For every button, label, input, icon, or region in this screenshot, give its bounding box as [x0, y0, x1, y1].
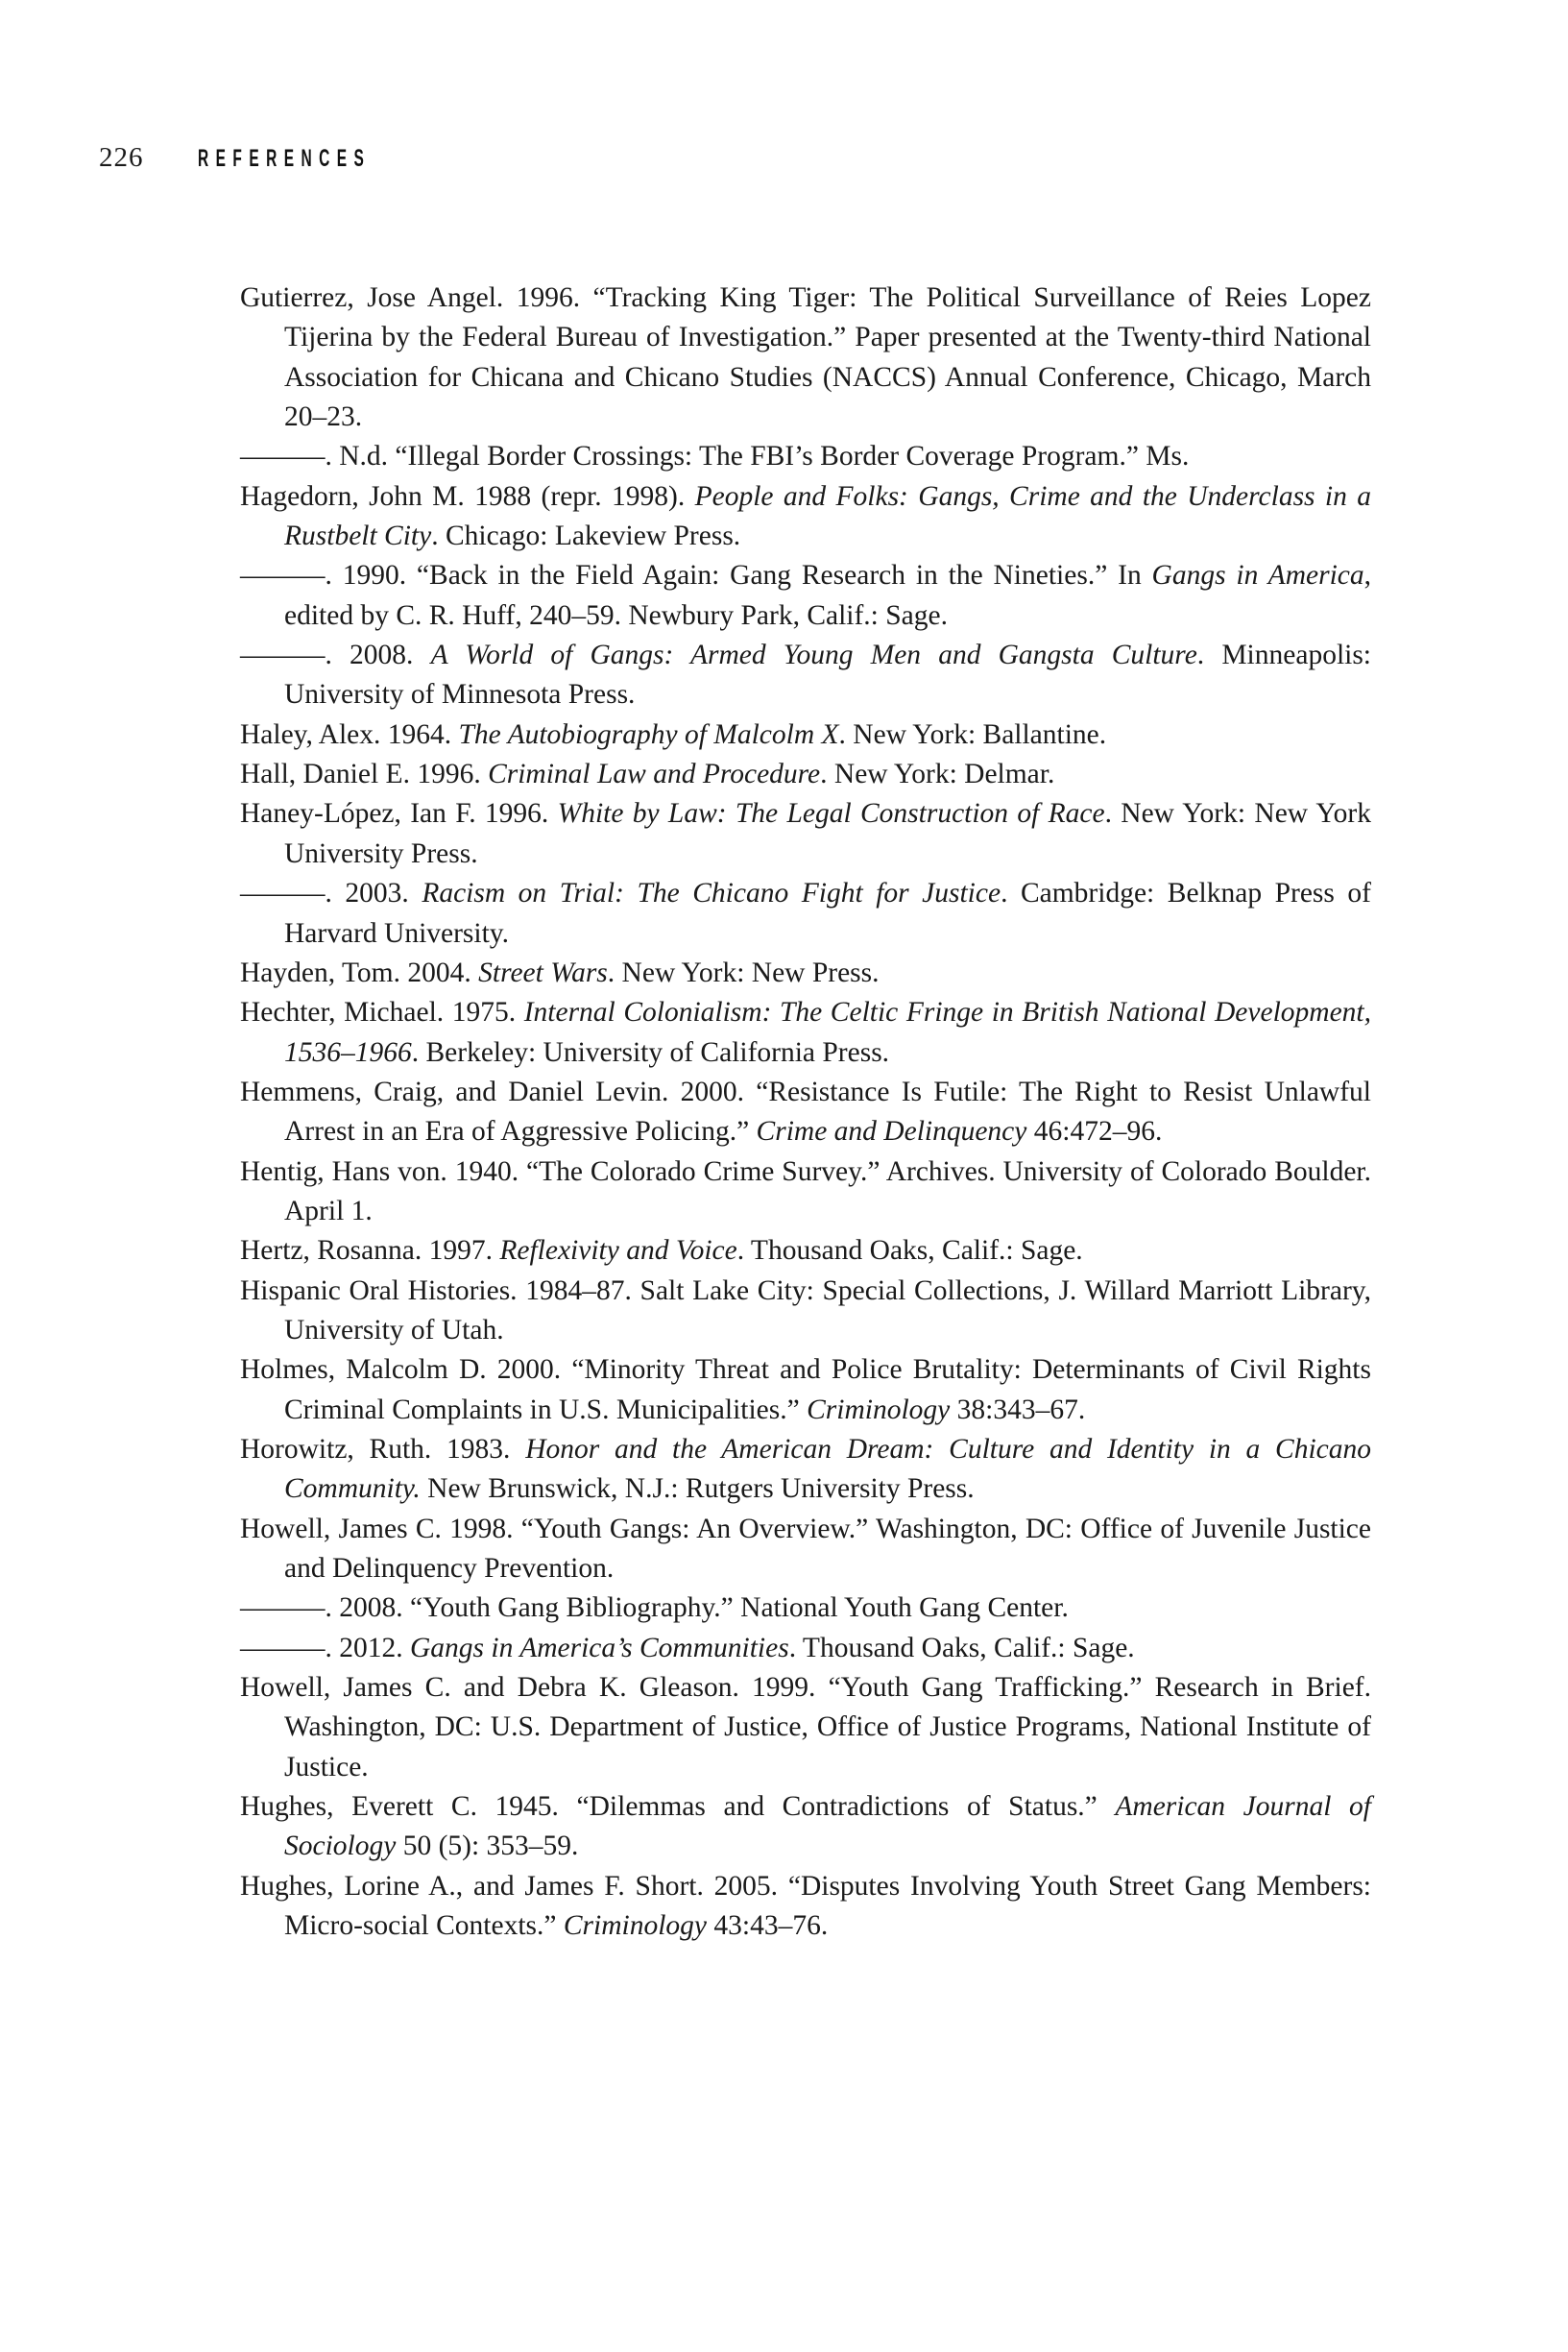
reference-entry [240, 954, 1371, 993]
reference-text: Hertz, Rosanna. 1997. [240, 1235, 500, 1267]
reference-text: Hayden, Tom. 2004. [240, 957, 479, 988]
reference-title-italic: Criminology [563, 1910, 707, 1942]
reference-title-italic: White by Law: The Legal Construction of Race [557, 798, 1105, 830]
section-title: REFERENCES [197, 145, 371, 172]
reference-text: Holmes, Malcolm D. 2000. “Minority Threat and Police Brutality: Determinants of Civil Rights Criminal Complaints in U.S. Municipalities.” [240, 1354, 1371, 1425]
reference-text: Howell, James C. and Debra K. Gleason. 1999. “Youth Gang Trafficking.” Research in Brief. Washington, DC: U.S. Department of Justice, Office of Justice Programs, National Institute of Justice. [240, 1672, 1371, 1782]
reference-entry [240, 1073, 1371, 1152]
reference-title-italic: Honor and the American Dream: Culture and Identity in a Chicano Community. [284, 1433, 1371, 1505]
reference-text: Hughes, Everett C. 1945. “Dilemmas and Contradictions of Status.” [240, 1791, 1116, 1823]
reference-title-italic: Reflexivity and Voice [499, 1235, 737, 1267]
reference-text: . Minneapolis: University of Minnesota Press. [284, 640, 1372, 711]
reference-text: 46:472–96. [1026, 1116, 1163, 1148]
reference-title-italic: Racism on Trial: The Chicano Fight for Justice [422, 878, 1001, 909]
reference-text: New Brunswick, N.J.: Rutgers University Press. [420, 1473, 975, 1505]
reference-text: . New York: New Press. [607, 957, 880, 988]
reference-text: Hall, Daniel E. 1996. [240, 759, 489, 790]
reference-text: Howell, James C. 1998. “Youth Gangs: An Overview.” Washington, DC: Office of Juvenile Justice and Delinquency Prevention. [240, 1513, 1371, 1584]
reference-entry [240, 993, 1371, 1073]
reference-entry [240, 1787, 1371, 1867]
reference-title-italic: Gangs in America’s Communities [410, 1632, 789, 1663]
reference-title-italic: Gangs in America [1151, 560, 1364, 592]
running-head [99, 142, 476, 181]
reference-text: Gutierrez, Jose Angel. 1996. “Tracking King Tiger: The Political Surveillance of Reies Lopez Tijerina by the Federal Bureau of Investigation.” Paper presented at the Twenty-third National Association for Chicana and Chicano Studies (NACCS) Annual Conference, Chicago, March 20–23. [240, 282, 1371, 433]
reference-entry [240, 874, 1371, 954]
reference-text: . Thousand Oaks, Calif.: Sage. [788, 1632, 1135, 1663]
reference-entry [240, 477, 1371, 557]
reference-title-italic: People and Folks: Gangs, Crime and the Underclass in a Rustbelt City [284, 480, 1371, 552]
reference-text: . Chicago: Lakeview Press. [431, 521, 741, 552]
reference-text: , edited by C. R. Huff, 240–59. Newbury Park, Calif.: Sage. [284, 560, 1371, 631]
reference-title-italic: The Autobiography of Malcolm X [458, 718, 839, 750]
reference-text: Hemmens, Craig, and Daniel Levin. 2000. “Resistance Is Futile: The Right to Resist Unlawful Arrest in an Era of Aggressive Policing.” [240, 1076, 1371, 1148]
reference-entry [240, 794, 1371, 874]
reference-entry [240, 437, 1371, 476]
reference-text: . Cambridge: Belknap Press of Harvard University. [284, 878, 1372, 949]
reference-text: Haley, Alex. 1964. [240, 718, 459, 750]
reference-text: Haney-López, Ian F. 1996. [240, 798, 558, 830]
reference-entry [240, 636, 1371, 715]
reference-entry [240, 556, 1371, 636]
reference-title-italic: Internal Colonialism: The Celtic Fringe in British National Development, 1536–1966 [284, 997, 1371, 1068]
reference-text: . Berkeley: University of California Press. [411, 1036, 890, 1068]
reference-entry [240, 1510, 1371, 1589]
reference-title-italic: Criminology [807, 1394, 951, 1425]
reference-entry [240, 1629, 1371, 1668]
reference-text: ———. 2008. [240, 640, 431, 671]
reference-text: ———. 2008. “Youth Gang Bibliography.” National Youth Gang Center. [240, 1592, 1069, 1624]
reference-text: ———. N.d. “Illegal Border Crossings: The FBI’s Border Coverage Program.” Ms. [240, 441, 1190, 473]
reference-text: 38:343–67. [950, 1394, 1086, 1425]
reference-entry [240, 755, 1371, 794]
reference-title-italic: Crime and Delinquency [756, 1116, 1027, 1148]
reference-list [240, 279, 1371, 1946]
reference-text: Hechter, Michael. 1975. [240, 997, 524, 1029]
reference-text: ———. 2003. [240, 878, 422, 909]
reference-title-italic: American Journal of Sociology [284, 1791, 1371, 1862]
reference-text: . New York: Delmar. [820, 759, 1055, 790]
reference-text: . Thousand Oaks, Calif.: Sage. [736, 1235, 1083, 1267]
reference-text: ———. 2012. [240, 1632, 410, 1663]
reference-entry [240, 1588, 1371, 1628]
reference-text: Hentig, Hans von. 1940. “The Colorado Crime Survey.” Archives. University of Colorado Boulder. April 1. [240, 1155, 1371, 1226]
reference-entry [240, 1231, 1371, 1271]
reference-entry [240, 1430, 1371, 1510]
reference-text: Hispanic Oral Histories. 1984–87. Salt Lake City: Special Collections, J. Willard Marriott Library, University of Utah. [240, 1274, 1371, 1346]
reference-text: 50 (5): 353–59. [396, 1831, 579, 1862]
reference-text: Horowitz, Ruth. 1983. [240, 1433, 526, 1465]
page-number: 226 [99, 142, 144, 173]
reference-text: Hughes, Lorine A., and James F. Short. 2005. “Disputes Involving Youth Street Gang Members: Micro-social Contexts.” [240, 1870, 1371, 1942]
reference-entry [240, 1867, 1371, 1947]
reference-entry [240, 1350, 1371, 1430]
reference-title-italic: A World of Gangs: Armed Young Men and Gangsta Culture [430, 640, 1197, 671]
reference-entry [240, 715, 1371, 755]
reference-text: . New York: Ballantine. [838, 718, 1107, 750]
reference-text: ———. 1990. “Back in the Field Again: Gang Research in the Nineties.” In [240, 560, 1152, 592]
reference-title-italic: Street Wars [478, 957, 608, 988]
reference-entry [240, 1668, 1371, 1787]
reference-text: . New York: New York University Press. [284, 798, 1371, 869]
reference-entry [240, 1272, 1371, 1351]
reference-text: 43:43–76. [707, 1910, 829, 1942]
reference-entry [240, 279, 1371, 437]
reference-text: Hagedorn, John M. 1988 (repr. 1998). [240, 480, 695, 512]
reference-entry [240, 1152, 1371, 1232]
reference-title-italic: Criminal Law and Procedure [488, 759, 821, 790]
